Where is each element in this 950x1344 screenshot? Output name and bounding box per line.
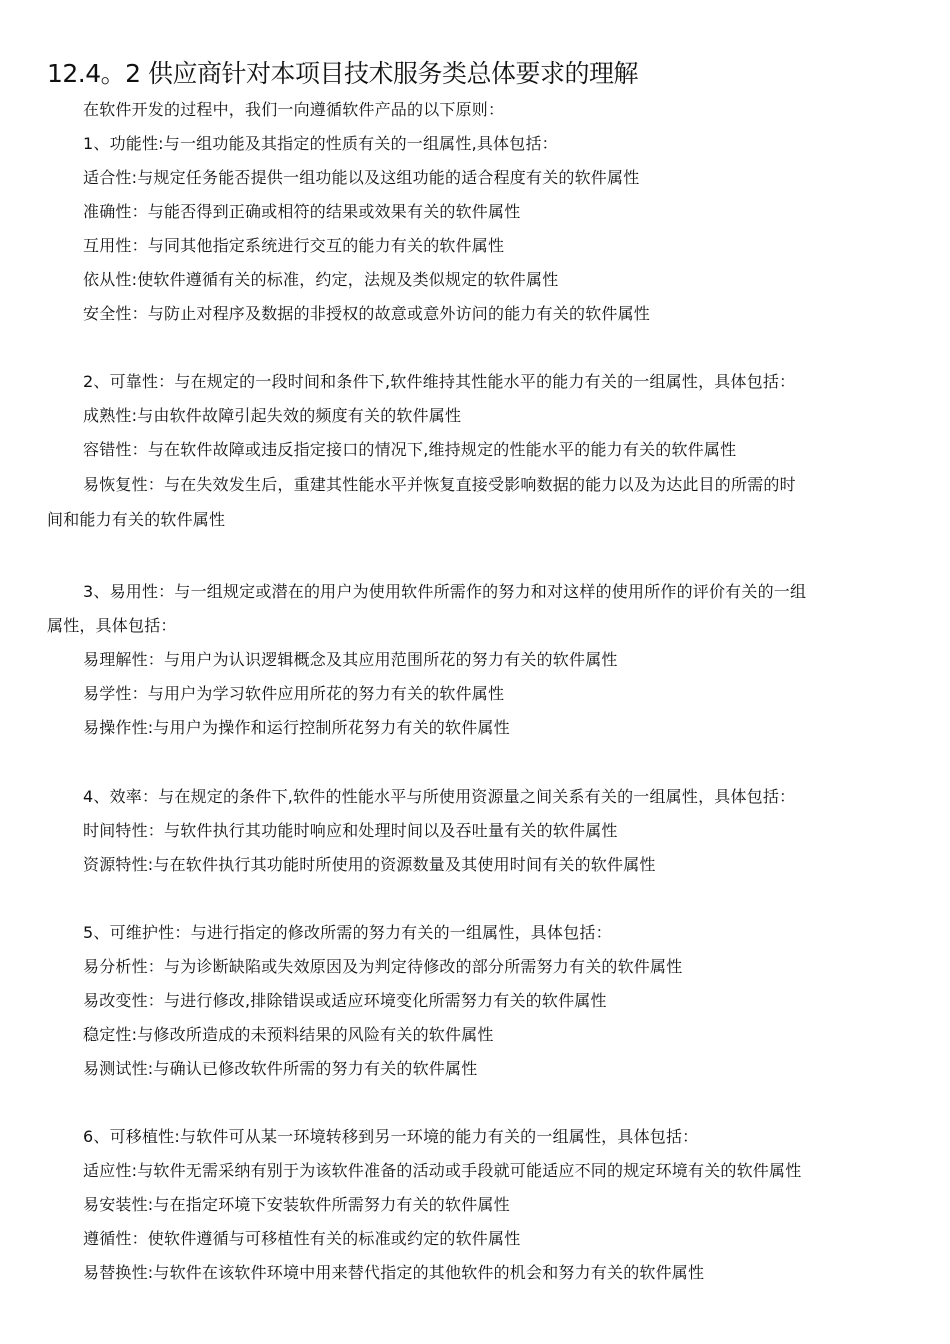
section-3-item: 易操作性:与用户为操作和运行控制所花努力有关的软件属性 xyxy=(83,718,510,737)
section-4-heading: 4、效率：与在规定的条件下,软件的性能水平与所使用资源量之间关系有关的一组属性，具体包括： xyxy=(83,787,796,806)
section-2-item-continuation: 间和能力有关的软件属性 xyxy=(47,510,226,529)
section-1-item: 依从性:使软件遵循有关的标准，约定，法规及类似规定的软件属性 xyxy=(83,270,559,289)
section-3-item: 易学性：与用户为学习软件应用所花的努力有关的软件属性 xyxy=(83,684,505,703)
section-2-heading: 2、可靠性：与在规定的一段时间和条件下,软件维持其性能水平的能力有关的一组属性，具体包括： xyxy=(83,372,796,391)
section-6-item: 易安装性:与在指定环境下安装软件所需努力有关的软件属性 xyxy=(83,1195,510,1214)
section-6-heading: 6、可移植性:与软件可从某一环境转移到另一环境的能力有关的一组属性，具体包括： xyxy=(83,1127,699,1146)
section-1-item: 安全性：与防止对程序及数据的非授权的故意或意外访问的能力有关的软件属性 xyxy=(83,304,651,323)
section-3-heading: 3、易用性：与一组规定或潜在的用户为使用软件所需作的努力和对这样的使用所作的评价有关的一组 xyxy=(83,582,807,601)
section-5-item: 易改变性：与进行修改,排除错误或适应环境变化所需努力有关的软件属性 xyxy=(83,991,607,1010)
section-6-item: 易替换性:与软件在该软件环境中用来替代指定的其他软件的机会和努力有关的软件属性 xyxy=(83,1263,705,1282)
section-4-item: 时间特性：与软件执行其功能时响应和处理时间以及吞吐量有关的软件属性 xyxy=(83,821,618,840)
section-1-item: 互用性：与同其他指定系统进行交互的能力有关的软件属性 xyxy=(83,236,505,255)
section-5-item: 易测试性:与确认已修改软件所需的努力有关的软件属性 xyxy=(83,1059,478,1078)
section-3-item: 易理解性：与用户为认识逻辑概念及其应用范围所花的努力有关的软件属性 xyxy=(83,650,618,669)
section-title: 12.4。2 供应商针对本项目技术服务类总体要求的理解 xyxy=(47,59,639,88)
section-1-item: 适合性:与规定任务能否提供一组功能以及这组功能的适合程度有关的软件属性 xyxy=(83,168,640,187)
section-5-heading: 5、可维护性：与进行指定的修改所需的努力有关的一组属性，具体包括： xyxy=(83,923,612,942)
section-2-item: 易恢复性：与在失效发生后，重建其性能水平并恢复直接受影响数据的能力以及为达此目的所需的时 xyxy=(83,475,796,494)
section-5-item: 易分析性：与为诊断缺陷或失效原因及为判定待修改的部分所需努力有关的软件属性 xyxy=(83,957,683,976)
section-1-heading: 1、功能性:与一组功能及其指定的性质有关的一组属性,具体包括： xyxy=(83,134,558,153)
section-5-item: 稳定性:与修改所造成的未预料结果的风险有关的软件属性 xyxy=(83,1025,494,1044)
section-6-item: 遵循性：使软件遵循与可移植性有关的标准或约定的软件属性 xyxy=(83,1229,521,1248)
section-6-item: 适应性:与软件无需采纳有别于为该软件准备的活动或手段就可能适应不同的规定环境有关的软件属性 xyxy=(83,1161,802,1180)
intro-text: 在软件开发的过程中，我们一向遵循软件产品的以下原则： xyxy=(83,100,505,119)
section-1-item: 准确性：与能否得到正确或相符的结果或效果有关的软件属性 xyxy=(83,202,521,221)
section-2-item: 成熟性:与由软件故障引起失效的频度有关的软件属性 xyxy=(83,406,462,425)
section-4-item: 资源特性:与在软件执行其功能时所使用的资源数量及其使用时间有关的软件属性 xyxy=(83,855,656,874)
section-2-item: 容错性：与在软件故障或违反指定接口的情况下,维持规定的性能水平的能力有关的软件属性 xyxy=(83,440,737,459)
section-3-heading-continuation: 属性，具体包括： xyxy=(47,616,177,635)
